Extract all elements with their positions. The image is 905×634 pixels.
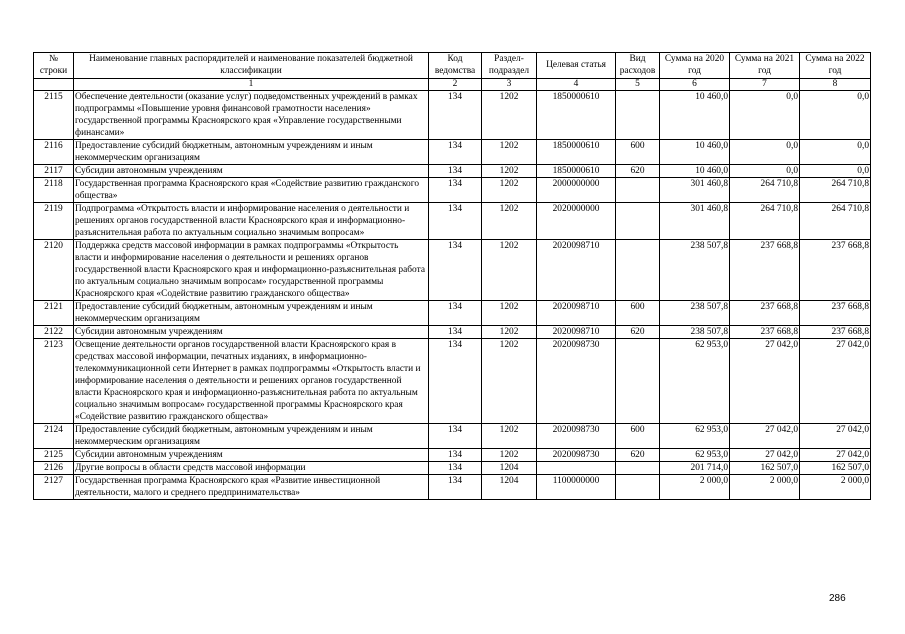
col-header-dept: Код ведомства: [429, 53, 482, 79]
row-sum-2020: 10 460,0: [660, 91, 730, 140]
row-dept-code: 134: [429, 424, 482, 449]
row-name: Предоставление субсидий бюджетным, автономным учреждениям и иным некоммерческим организациям: [74, 424, 429, 449]
row-dept-code: 134: [429, 301, 482, 326]
row-dept-code: 134: [429, 91, 482, 140]
budget-table: [33, 52, 871, 500]
table-row: [34, 326, 871, 339]
row-sum-2020: 201 714,0: [660, 462, 730, 475]
row-section: 1202: [482, 165, 537, 178]
row-dept-code: 134: [429, 140, 482, 165]
col-number: 2: [429, 79, 482, 91]
row-section: 1202: [482, 140, 537, 165]
table-row: [34, 203, 871, 240]
row-sum-2021: 264 710,8: [730, 203, 800, 240]
row-target: 2020098710: [537, 240, 616, 301]
row-target: [537, 462, 616, 475]
row-target: 1850000610: [537, 165, 616, 178]
row-sum-2020: 10 460,0: [660, 140, 730, 165]
row-sum-2021: 2 000,0: [730, 475, 800, 500]
row-sum-2022: 2 000,0: [800, 475, 871, 500]
row-number: 2115: [34, 91, 74, 140]
row-number: 2124: [34, 424, 74, 449]
row-sum-2022: 264 710,8: [800, 203, 871, 240]
row-name: Подпрограмма «Открытость власти и информирование населения о деятельности и решениях органов государственной власти Красноярского края и информационно-разъяснительная работа по актуальным социально значимым вопросам»: [74, 203, 429, 240]
row-target: 2020098730: [537, 424, 616, 449]
col-header-target: Целевая статья: [537, 53, 616, 79]
table-row: [34, 178, 871, 203]
row-sum-2021: 0,0: [730, 165, 800, 178]
row-dept-code: 134: [429, 475, 482, 500]
row-sum-2022: 27 042,0: [800, 339, 871, 424]
row-sum-2020: 301 460,8: [660, 203, 730, 240]
col-number: [34, 79, 74, 91]
row-sum-2022: 237 668,8: [800, 240, 871, 301]
table-row: [34, 165, 871, 178]
col-header-sum-2022: Сумма на 2022 год: [800, 53, 871, 79]
row-sum-2020: 238 507,8: [660, 326, 730, 339]
row-kind: [616, 240, 660, 301]
row-target: 1100000000: [537, 475, 616, 500]
row-number: 2123: [34, 339, 74, 424]
row-kind: [616, 203, 660, 240]
row-kind: [616, 178, 660, 203]
row-section: 1202: [482, 203, 537, 240]
row-number: 2126: [34, 462, 74, 475]
row-sum-2021: 0,0: [730, 140, 800, 165]
row-kind: 600: [616, 301, 660, 326]
row-sum-2022: 27 042,0: [800, 449, 871, 462]
row-dept-code: 134: [429, 326, 482, 339]
row-name: Обеспечение деятельности (оказание услуг) подведомственных учреждений в рамках подпрограммы «Повышение уровня финансовой грамотности населения» государственной программы Красноярского края «Управление государственными финансами»: [74, 91, 429, 140]
row-dept-code: 134: [429, 240, 482, 301]
row-sum-2022: 237 668,8: [800, 301, 871, 326]
col-header-kind: Вид расходов: [616, 53, 660, 79]
table-row: [34, 91, 871, 140]
row-dept-code: 134: [429, 449, 482, 462]
row-sum-2021: 237 668,8: [730, 240, 800, 301]
row-target: 1850000610: [537, 140, 616, 165]
row-sum-2021: 237 668,8: [730, 326, 800, 339]
col-number: 8: [800, 79, 871, 91]
row-section: 1204: [482, 475, 537, 500]
row-sum-2021: 27 042,0: [730, 424, 800, 449]
col-header-section: Раздел-подраздел: [482, 53, 537, 79]
row-number: 2117: [34, 165, 74, 178]
row-sum-2021: 237 668,8: [730, 301, 800, 326]
row-kind: [616, 462, 660, 475]
table-body: [34, 91, 871, 500]
row-section: 1202: [482, 326, 537, 339]
row-target: 2020098730: [537, 449, 616, 462]
row-section: 1202: [482, 178, 537, 203]
row-dept-code: 134: [429, 178, 482, 203]
row-number: 2116: [34, 140, 74, 165]
row-name: Поддержка средств массовой информации в рамках подпрограммы «Открытость власти и информирование населения о деятельности и решениях органов государственной власти Красноярского края и информационно-разъяснительная работа по актуальным социально значимым вопросам» государственной программы Красноярского края «Содействие развитию гражданского общества»: [74, 240, 429, 301]
col-header-sum-2020: Сумма на 2020 год: [660, 53, 730, 79]
col-header-row-no: № строки: [34, 53, 74, 79]
row-section: 1204: [482, 462, 537, 475]
row-number: 2127: [34, 475, 74, 500]
row-name: Предоставление субсидий бюджетным, автономным учреждениям и иным некоммерческим организациям: [74, 301, 429, 326]
row-sum-2021: 0,0: [730, 91, 800, 140]
column-number-row: [34, 79, 871, 91]
row-name: Освещение деятельности органов государственной власти Красноярского края в средствах массовой информации, печатных изданиях, в информационно-телекоммуникационной сети Интернет в рамках подпрограммы «Открытость власти и информирование населения о деятельности и решениях органов государственной власти Красноярского края и информационно-разъяснительная работа по актуальным социально значимым вопросам» государственной программы Красноярского края «Содействие развитию гражданского общества»: [74, 339, 429, 424]
table-row: [34, 475, 871, 500]
page-number: 286: [829, 593, 846, 604]
row-section: 1202: [482, 449, 537, 462]
row-sum-2020: 62 953,0: [660, 424, 730, 449]
col-number: 6: [660, 79, 730, 91]
row-target: 2000000000: [537, 178, 616, 203]
row-sum-2020: 238 507,8: [660, 301, 730, 326]
row-sum-2022: 237 668,8: [800, 326, 871, 339]
row-kind: 620: [616, 165, 660, 178]
row-sum-2020: 10 460,0: [660, 165, 730, 178]
row-sum-2022: 0,0: [800, 91, 871, 140]
row-target: 2020098730: [537, 339, 616, 424]
row-sum-2021: 264 710,8: [730, 178, 800, 203]
row-sum-2020: 238 507,8: [660, 240, 730, 301]
row-dept-code: 134: [429, 462, 482, 475]
row-dept-code: 134: [429, 203, 482, 240]
row-sum-2020: 2 000,0: [660, 475, 730, 500]
row-dept-code: 134: [429, 339, 482, 424]
row-sum-2021: 27 042,0: [730, 449, 800, 462]
row-name: Субсидии автономным учреждениям: [74, 165, 429, 178]
col-number: 7: [730, 79, 800, 91]
row-number: 2125: [34, 449, 74, 462]
row-name: Субсидии автономным учреждениям: [74, 449, 429, 462]
row-sum-2022: 0,0: [800, 165, 871, 178]
row-dept-code: 134: [429, 165, 482, 178]
row-sum-2020: 62 953,0: [660, 339, 730, 424]
col-header-name: Наименование главных распорядителей и наименование показателей бюджетной классификации: [74, 53, 429, 79]
col-number: 4: [537, 79, 616, 91]
table-row: [34, 140, 871, 165]
row-sum-2020: 62 953,0: [660, 449, 730, 462]
row-sum-2022: 27 042,0: [800, 424, 871, 449]
col-header-sum-2021: Сумма на 2021 год: [730, 53, 800, 79]
header-row: [34, 53, 871, 79]
row-number: 2119: [34, 203, 74, 240]
row-number: 2121: [34, 301, 74, 326]
row-kind: [616, 91, 660, 140]
table-row: [34, 240, 871, 301]
row-name: Субсидии автономным учреждениям: [74, 326, 429, 339]
row-section: 1202: [482, 240, 537, 301]
row-number: 2118: [34, 178, 74, 203]
row-number: 2122: [34, 326, 74, 339]
row-target: 2020098710: [537, 301, 616, 326]
row-name: Предоставление субсидий бюджетным, автономным учреждениям и иным некоммерческим организациям: [74, 140, 429, 165]
row-sum-2022: 264 710,8: [800, 178, 871, 203]
row-kind: 600: [616, 140, 660, 165]
row-kind: [616, 339, 660, 424]
table-row: [34, 301, 871, 326]
row-kind: 620: [616, 449, 660, 462]
row-section: 1202: [482, 301, 537, 326]
row-section: 1202: [482, 339, 537, 424]
row-sum-2021: 27 042,0: [730, 339, 800, 424]
row-sum-2021: 162 507,0: [730, 462, 800, 475]
table-row: [34, 339, 871, 424]
col-number: 5: [616, 79, 660, 91]
row-kind: 620: [616, 326, 660, 339]
row-name: Другие вопросы в области средств массовой информации: [74, 462, 429, 475]
row-sum-2020: 301 460,8: [660, 178, 730, 203]
row-target: 1850000610: [537, 91, 616, 140]
row-kind: 600: [616, 424, 660, 449]
row-kind: [616, 475, 660, 500]
table-row: [34, 449, 871, 462]
row-section: 1202: [482, 91, 537, 140]
col-number: 3: [482, 79, 537, 91]
row-target: 2020000000: [537, 203, 616, 240]
row-section: 1202: [482, 424, 537, 449]
col-number: 1: [74, 79, 429, 91]
row-number: 2120: [34, 240, 74, 301]
row-name: Государственная программа Красноярского края «Развитие инвестиционной деятельности, малого и среднего предпринимательства»: [74, 475, 429, 500]
table-row: [34, 462, 871, 475]
table-row: [34, 424, 871, 449]
row-sum-2022: 162 507,0: [800, 462, 871, 475]
row-sum-2022: 0,0: [800, 140, 871, 165]
row-name: Государственная программа Красноярского края «Содействие развитию гражданского общества»: [74, 178, 429, 203]
row-target: 2020098710: [537, 326, 616, 339]
